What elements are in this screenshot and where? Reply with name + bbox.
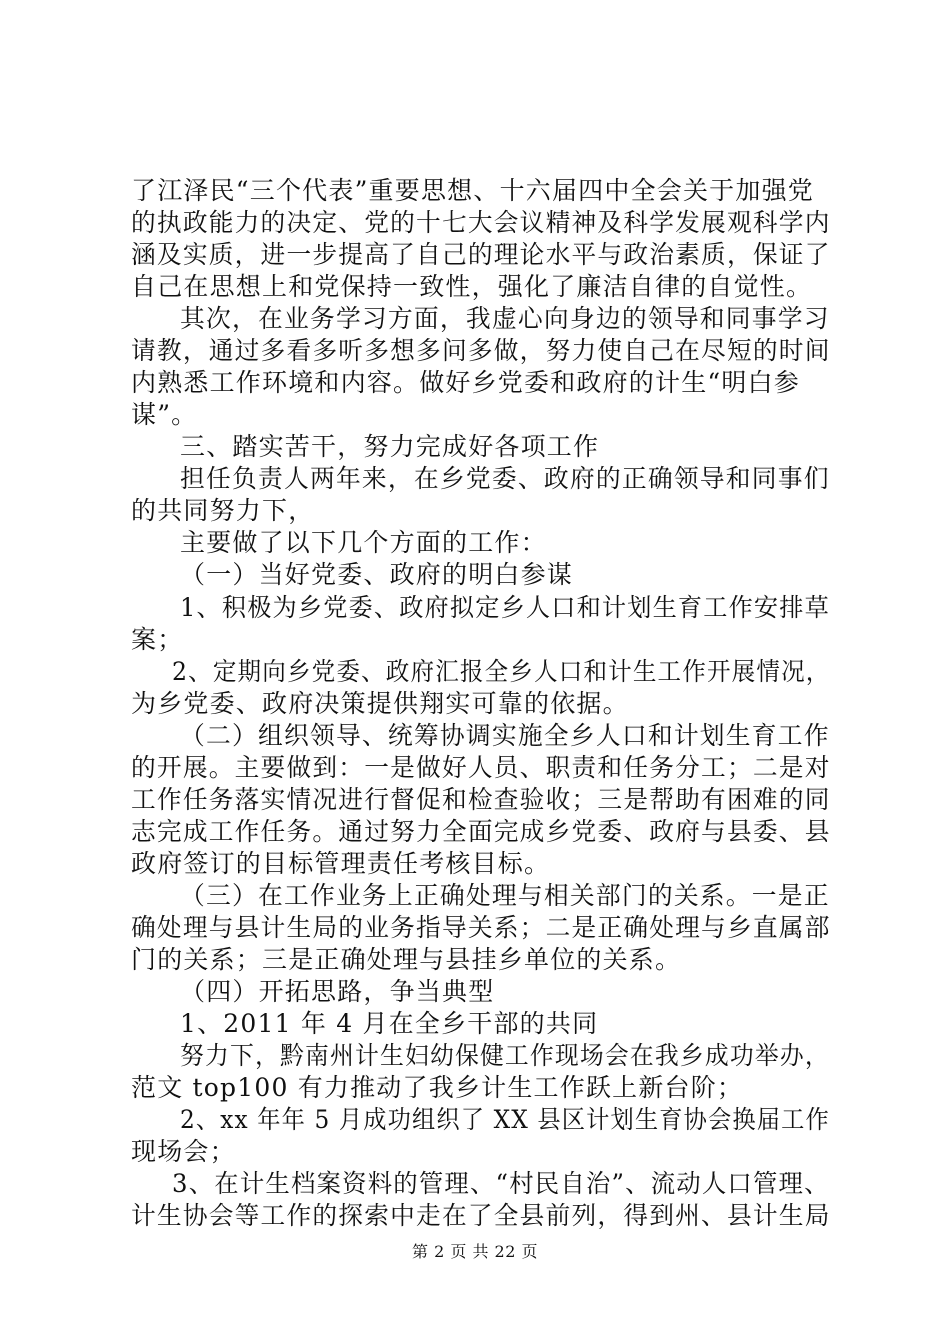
text-line: 工作任务落实情况进行督促和检查验收；三是帮助有困难的同 <box>131 785 831 814</box>
text-line: 现场会； <box>131 1137 236 1166</box>
subsection-heading: （二）组织领导、统筹协调实施全乡人口和计划生育工作 <box>180 721 830 750</box>
text-line: 请教，通过多看多听多想多问多做，努力使自己在尽短的时间 <box>131 336 831 365</box>
text-line: 内熟悉工作环境和内容。做好乡党委和政府的计生“明白参 <box>131 368 800 397</box>
text-line: 志完成工作任务。通过努力全面完成乡党委、政府与县委、县 <box>131 817 831 846</box>
text-line: 其次，在业务学习方面，我虚心向身边的领导和同事学习 <box>180 304 830 333</box>
text-line: 的开展。主要做到：一是做好人员、职责和任务分工；二是对 <box>131 753 831 782</box>
subsection-heading: （一）当好党委、政府的明白参谋 <box>180 560 574 589</box>
text-line: 门的关系；三是正确处理与县挂乡单位的关系。 <box>131 945 682 974</box>
text-line: 2、xx 年年 5 月成功组织了 XX 县区计划生育协会换届工作 <box>180 1105 830 1134</box>
subsection-heading: （三）在工作业务上正确处理与相关部门的关系。一是正 <box>180 881 830 910</box>
text-line: 1、积极为乡党委、政府拟定乡人口和计划生育工作安排草 <box>180 593 830 622</box>
text-line: 计生协会等工作的探索中走在了全县前列，得到州、县计生局 <box>131 1201 831 1230</box>
text-line: 案； <box>131 625 184 654</box>
text-line: 努力下，黔南州计生妇幼保健工作现场会在我乡成功举办， <box>180 1041 830 1070</box>
text-line: 为乡党委、政府决策提供翔实可靠的依据。 <box>131 689 629 718</box>
text-line: 担任负责人两年来，在乡党委、政府的正确领导和同事们 <box>180 464 830 493</box>
text-line: 3、在计生档案资料的管理、“村民自治”、流动人口管理、 <box>172 1169 830 1198</box>
text-line: 主要做了以下几个方面的工作： <box>180 528 547 557</box>
text-line: 涵及实质，进一步提高了自己的理论水平与政治素质，保证了 <box>131 240 831 269</box>
text-line: 政府签订的目标管理责任考核目标。 <box>131 849 551 878</box>
text-line: 的执政能力的决定、党的十七大会议精神及科学发展观科学内 <box>131 208 831 237</box>
text-line: 谋”。 <box>131 400 198 429</box>
subsection-heading: （四）开拓思路，争当典型 <box>180 977 495 1006</box>
text-line: 范文 top100 有力推动了我乡计生工作跃上新台阶； <box>131 1073 744 1102</box>
text-line: 自己在思想上和党保持一致性，强化了廉洁自律的自觉性。 <box>131 272 813 301</box>
text-line: 的共同努力下， <box>131 496 315 525</box>
text-line: 2、定期向乡党委、政府汇报全乡人口和计生工作开展情况， <box>172 657 831 686</box>
text-line: 1、2011 年 4 月在全乡干部的共同 <box>180 1009 599 1038</box>
text-line: 了江泽民“三个代表”重要思想、十六届四中全会关于加强党 <box>131 176 814 205</box>
section-heading: 三、踏实苦干，努力完成好各项工作 <box>180 432 600 461</box>
page-number-footer: 第 2 页 共 22 页 <box>412 1242 538 1261</box>
text-line: 确处理与县计生局的业务指导关系；二是正确处理与乡直属部 <box>131 913 831 942</box>
